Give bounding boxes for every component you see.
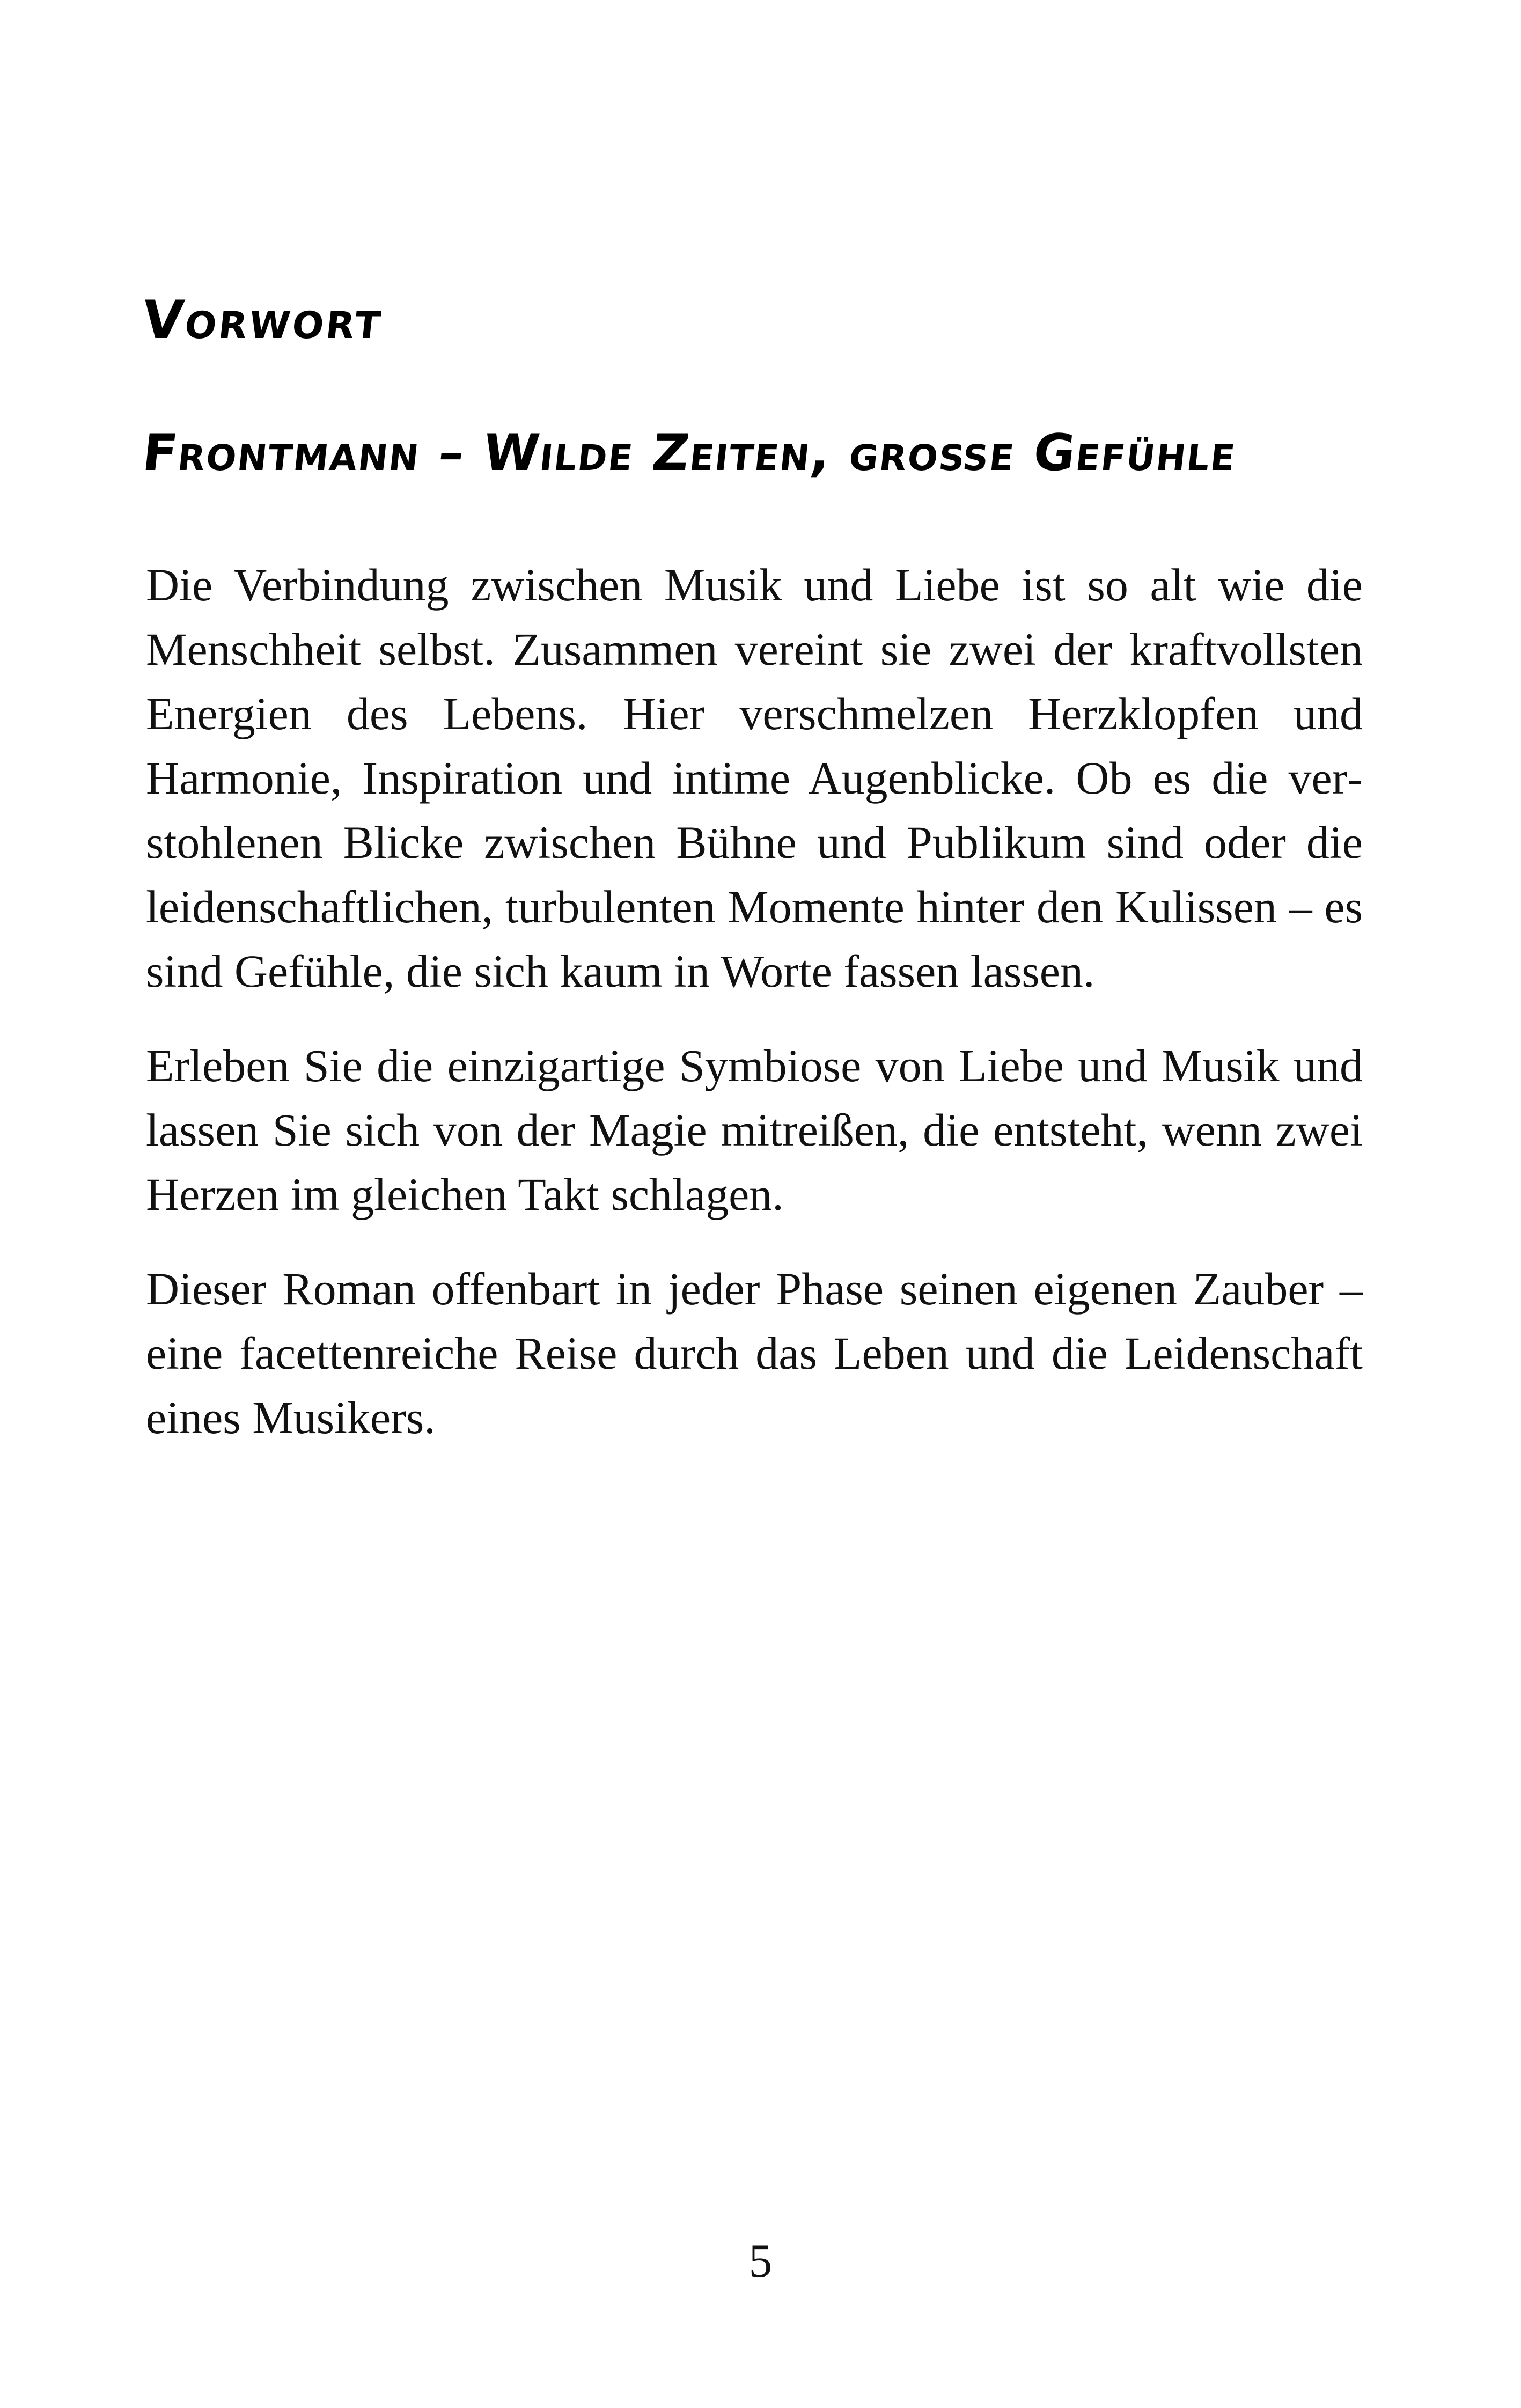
paragraph-3: Dieser Roman offenbart in jeder Phase seinen eigenen Zauber – eine facettenreiche Reise durch das Leben und die Leidenschaft eines Musikers. — [146, 1263, 1363, 1443]
paragraph-2: Erleben Sie die einzigartige Symbiose von Liebe und Musik und lassen Sie sich von der Magie mitreißen, die entsteht, wenn zwei Herzen im gleichen Takt schlagen. — [146, 1040, 1363, 1220]
chapter-title: Vorwort — [139, 290, 386, 351]
page-number: 5 — [748, 2235, 773, 2287]
paragraph-1: Die Verbindung zwischen Musik und Liebe ist so alt wie die Menschheit selbst. Zusammen vereint sie zwei der kraftvollsten Energien des Lebens. Hier verschmelzen Herzklopfen und Harmonie, Inspiration und intime Augenblicke. Ob es die verstohlenen Blicke zwischen Bühne und Publikum sind oder die leidenschaftlichen, turbulenten Momente hinter den Kulissen – es sind Gefühle, die sich kaum in Worte fassen lassen. — [146, 559, 1363, 997]
section-title: Frontmann – Wilde Zeiten, große Gefühle — [139, 424, 1239, 482]
body-text — [146, 553, 1363, 1480]
